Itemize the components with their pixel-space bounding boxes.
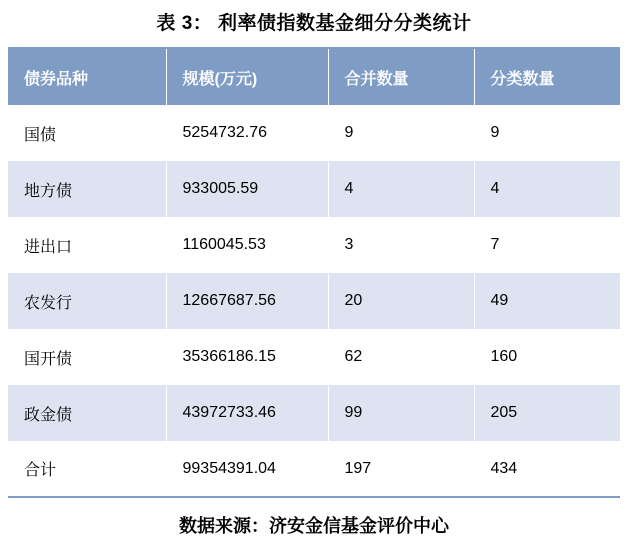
cell-classified-count: 205 (474, 385, 620, 441)
cell-classified-count: 49 (474, 273, 620, 329)
cell-merged-count: 9 (328, 105, 474, 161)
cell-classified-count: 4 (474, 161, 620, 217)
table-header (8, 48, 620, 105)
table-row (8, 217, 620, 273)
table-row (8, 385, 620, 441)
table-body (8, 105, 620, 497)
cell-classified-count: 160 (474, 329, 620, 385)
cell-merged-count: 20 (328, 273, 474, 329)
cell-classified-count: 9 (474, 105, 620, 161)
cell-scale: 5254732.76 (166, 105, 328, 161)
column-header-merged-count: 合并数量 (328, 48, 474, 105)
column-header-variety: 债券品种 (8, 48, 166, 105)
cell-scale: 99354391.04 (166, 441, 328, 497)
cell-scale: 43972733.46 (166, 385, 328, 441)
cell-classified-count: 7 (474, 217, 620, 273)
table-header-row (8, 48, 620, 105)
column-header-scale: 规模(万元) (166, 48, 328, 105)
cell-variety: 合计 (8, 441, 166, 497)
table-row (8, 161, 620, 217)
cell-merged-count: 4 (328, 161, 474, 217)
cell-variety: 政金债 (8, 385, 166, 441)
cell-scale: 35366186.15 (166, 329, 328, 385)
cell-variety: 地方债 (8, 161, 166, 217)
source-note: 数据来源：济安金信基金评价中心 (179, 516, 449, 536)
cell-merged-count: 3 (328, 217, 474, 273)
statistics-table (8, 47, 620, 498)
table-row (8, 273, 620, 329)
cell-variety: 农发行 (8, 273, 166, 329)
cell-variety: 国债 (8, 105, 166, 161)
cell-merged-count: 197 (328, 441, 474, 497)
cell-classified-count: 434 (474, 441, 620, 497)
cell-variety: 国开债 (8, 329, 166, 385)
cell-scale: 1160045.53 (166, 217, 328, 273)
table-row-total (8, 441, 620, 497)
table-container (0, 47, 628, 498)
cell-merged-count: 99 (328, 385, 474, 441)
cell-variety: 进出口 (8, 217, 166, 273)
cell-merged-count: 62 (328, 329, 474, 385)
table-caption: 表 3： 利率债指数基金细分分类统计 (156, 13, 472, 34)
cell-scale: 933005.59 (166, 161, 328, 217)
table-row (8, 105, 620, 161)
table-row (8, 329, 620, 385)
cell-scale: 12667687.56 (166, 273, 328, 329)
column-header-classified-count: 分类数量 (474, 48, 620, 105)
